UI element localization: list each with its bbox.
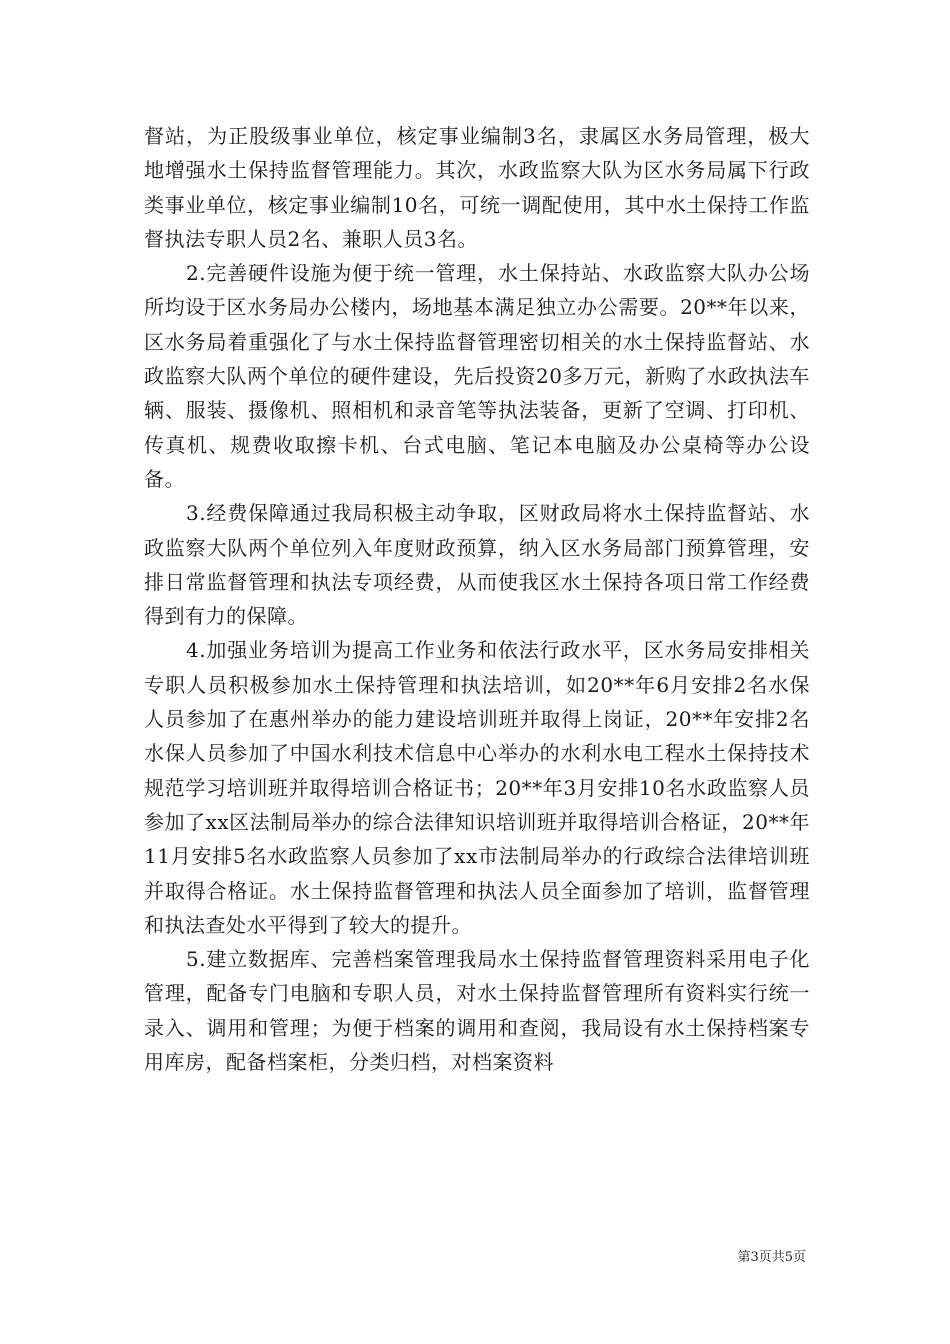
page-number-footer: 第3页共5页 — [737, 1250, 806, 1265]
paragraph-3: 3.经费保障通过我局积极主动争取，区财政局将水土保持监督站、水政监察大队两个单位列入年度财政预算，纳入区水务局部门预算管理，安排日常监督管理和执法专项经费，从而使我区水土保持各项日常工作经费得到有力的保障。 — [144, 501, 810, 629]
paragraph-2: 2.完善硬件设施为便于统一管理，水土保持站、水政监察大队办公场所均设于区水务局办公楼内，场地基本满足独立办公需要。20**年以来，区水务局着重强化了与水土保持监督管理密切相关的水土保持监督站、水政监察大队两个单位的硬件建设，先后投资20多万元，新购了水政执法车辆、服装、摄像机、照相机和录音笔等执法装备，更新了空调、打印机、传真机、规费收取擦卡机、台式电脑、笔记本电脑及办公桌椅等办公设备。 — [144, 261, 810, 491]
document-body — [144, 119, 810, 1079]
paragraph-4: 4.加强业务培训为提高工作业务和依法行政水平，区水务局安排相关专职人员积极参加水土保持管理和执法培训，如20**年6月安排2名水保人员参加了在惠州举办的能力建设培训班并取得上岗证，20**年安排2名水保人员参加了中国水利技术信息中心举办的水利水电工程水土保持技术规范学习培训班并取得培训合格证书；20**年3月安排10名水政监察人员参加了xx区法制局举办的综合法律知识培训班并取得培训合格证，20**年11月安排5名水政监察人员参加了xx市法制局举办的行政综合法律培训班并取得合格证。水土保持监督管理和执法人员全面参加了培训，监督管理和执法查处水平得到了较大的提升。 — [144, 638, 810, 937]
paragraph-1: 督站，为正股级事业单位，核定事业编制3名，隶属区水务局管理，极大地增强水土保持监督管理能力。其次，水政监察大队为区水务局属下行政类事业单位，核定事业编制10名，可统一调配使用，其中水土保持工作监督执法专职人员2名、兼职人员3名。 — [144, 124, 810, 251]
paragraph-5: 5.建立数据库、完善档案管理我局水土保持监督管理资料采用电子化管理，配备专门电脑和专职人员，对水土保持监督管理所有资料实行统一录入、调用和管理；为便于档案的调用和查阅，我局设有水土保持档案专用库房，配备档案柜，分类归档，对档案资料 — [144, 947, 810, 1075]
